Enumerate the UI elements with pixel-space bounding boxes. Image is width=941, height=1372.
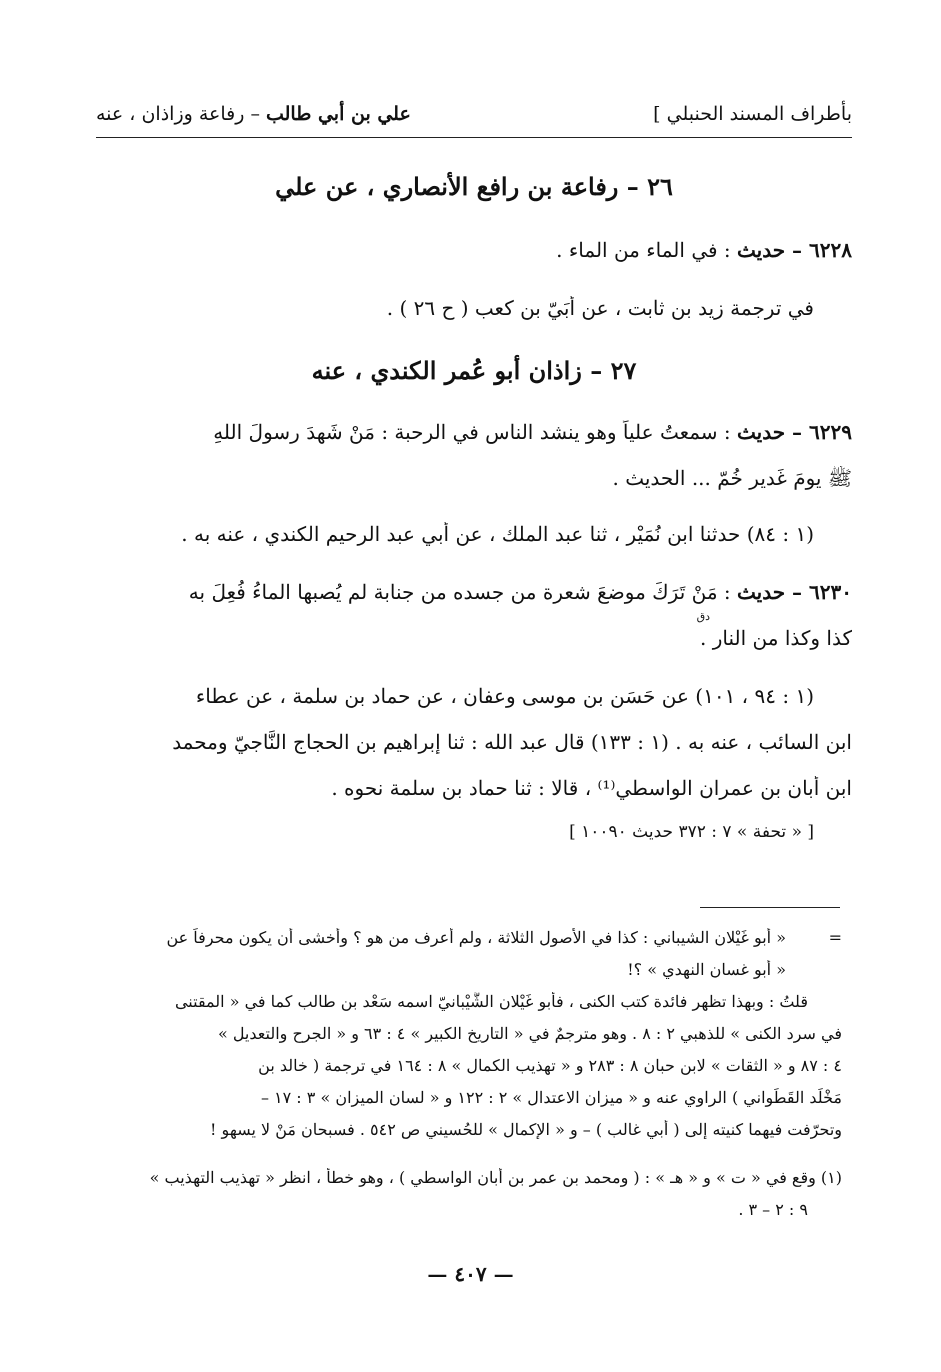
tuhfa-reference: [ « تحفة » ٧ : ٣٧٢ حديث ١٠٠٩٠ ]	[569, 822, 814, 842]
hadith-number: ٦٢٢٩	[809, 420, 852, 444]
hadith-6230-source-2: ابن السائب ، عنه به . (١ : ١٣٣) قال عبد الله : ثنا إبراهيم بن الحجاج النَّاجيّ ومحمد	[172, 730, 852, 754]
footnote-line: « أبو غَيْلان الشيباني : كذا في الأصول الثلاثة ، ولم أعرف من هو ؟ وأخشى أن يكون محرفاً عن	[166, 928, 786, 947]
hadith-6228: ٦٢٢٨ – حديث : في الماء من الماء .	[556, 238, 852, 262]
running-title-left-rest: – رفاعة وزاذان ، عنه	[96, 103, 266, 125]
hadith-text: : مَنْ تَرَكَ موضعَ شعرة من جسده من جنابة لم يُصبها الماءُ فُعِلَ به	[188, 580, 738, 604]
footnote-line: ٤ : ٨٧ و « الثقات » لابن حبان ٨ : ٢٨٣ و « تهذيب الكمال » ٨ : ١٦٤ في ترجمة ( خالد بن	[258, 1056, 842, 1075]
page-number: — ٤٠٧ —	[427, 1262, 514, 1286]
footnote-line: قلتُ : وبهذا تظهر فائدة كتب الكنى ، فأبو غَيْلان الشَّيْبانيّ اسمه سَعْد بن طالب كما في « المقتنى	[174, 992, 808, 1011]
hadith-number: ٦٢٣٠	[809, 580, 852, 604]
hadith-number: ٦٢٢٨	[809, 238, 852, 262]
hadith-6230-source-3: ابن أبان بن عمران الواسطي⁽¹⁾ ، قالا : ثنا حماد بن سلمة نحوه .	[331, 776, 852, 800]
footnote-line: مَخْلَد القَطَواني ) الراوي عنه و « ميزان الاعتدال » ٢ : ١٢٢ و « لسان الميزان » ٣ : ١٧ –	[260, 1088, 842, 1107]
section-title-27: ٢٧ – زاذان أبو عُمر الكندي ، عنه	[311, 356, 637, 385]
hadith-6229-cont: ﷺ يومَ غَدير خُمّ ... الحديث .	[612, 466, 852, 490]
footnote-line: في سرد الكنى » للذهبي ٢ : ٨ . وهو مترجمٌ في « التاريخ الكبير » ٤ : ٦٣ و « الجرح والتعديل »	[217, 1024, 842, 1043]
hadith-text: : في الماء من الماء .	[556, 238, 738, 262]
header-rule	[96, 137, 852, 138]
hadith-text: : سمعتُ علياً وهو ينشد الناس في الرحبة : مَنْ شَهِدَ رسولَ اللهِ	[213, 420, 738, 444]
hadith-label: حديث	[737, 420, 786, 444]
running-title-right: بأطراف المسند الحنبلي ]	[653, 103, 852, 125]
hadith-label: حديث	[737, 580, 786, 604]
footnote-line: « أبو غسان النهدي » ؟!	[627, 960, 786, 979]
hadith-label: حديث	[737, 238, 786, 262]
footnote-continuation-marker: =	[828, 928, 842, 947]
hadith-6228-note: في ترجمة زيد بن ثابت ، عن أُبَيّ بن كعب ( ح ٢٦ ) .	[386, 296, 814, 320]
variant-marker: دق	[696, 610, 710, 623]
running-header	[96, 98, 852, 130]
footnote-rule	[700, 907, 840, 908]
hadith-6230: ٦٢٣٠ – حديث : مَنْ تَرَكَ موضعَ شعرة من جسده من جنابة لم يُصبها الماءُ فُعِلَ به	[188, 580, 852, 604]
hadith-6230-source-1: (١ : ٩٤ ، ١٠١) عن حَسَن بن موسى وعفان ، عن حماد بن سلمة ، عن عطاء	[195, 684, 814, 708]
running-title-left-bold: علي بن أبي طالب	[265, 103, 411, 125]
footnote-1-cont: ٩ : ٢ – ٣ .	[738, 1200, 808, 1219]
running-title-left	[96, 103, 411, 125]
section-title-26: ٢٦ – رفاعة بن رافع الأنصاري ، عن علي	[275, 172, 673, 201]
footnote-line: وتحرّفت فيهما كنيته إلى ( أبي غالب ) – و « الإكمال » للحُسيني ص ٥٤٢ . فسبحان مَنْ لا يسهو !	[210, 1120, 842, 1139]
footnote-1: (١) وقع في « ت » و « هـ » : ( ومحمد بن عمر بن أبان الواسطي ) ، وهو خطأ ، انظر « تهذيب التهذيب »	[149, 1168, 842, 1187]
hadith-6229: ٦٢٢٩ – حديث : سمعتُ علياً وهو ينشد الناس في الرحبة : مَنْ شَهِدَ رسولَ اللهِ	[213, 420, 852, 444]
hadith-6229-source: (١ : ٨٤) حدثنا ابن نُمَيْر ، ثنا عبد الملك ، عن أبي عبد الرحيم الكندي ، عنه به .	[181, 522, 814, 546]
hadith-6230-cont: كذا وكذا من النار .	[700, 626, 852, 650]
